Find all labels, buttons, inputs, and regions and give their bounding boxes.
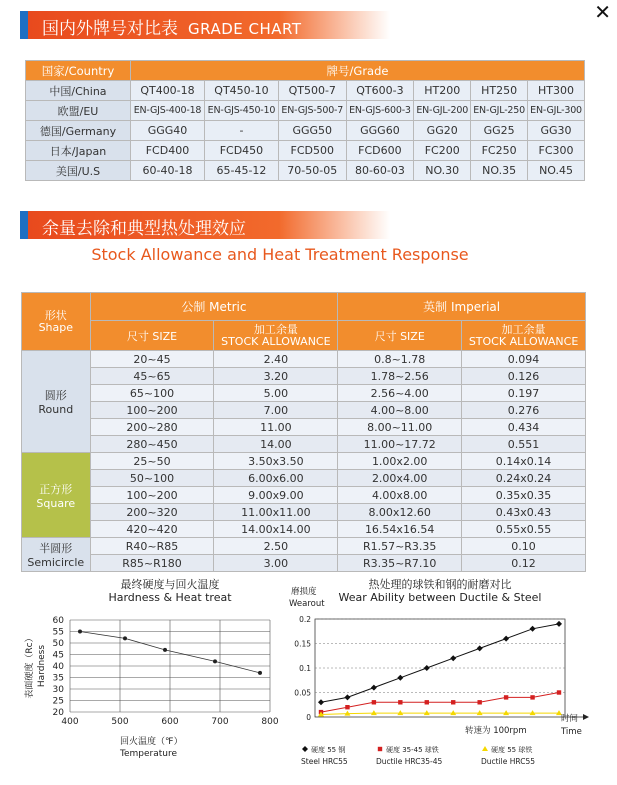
value-cell: 8.00x12.60 — [338, 504, 462, 521]
arrow-head-icon — [583, 714, 589, 720]
grade-cell: EN-GJL-200 — [414, 101, 471, 121]
value-cell: 0.10 — [462, 538, 586, 555]
country-cell: 欧盟/EU — [26, 101, 131, 121]
value-cell: 0.126 — [462, 368, 586, 385]
grade-cell: FCD500 — [278, 141, 346, 161]
stock-allowance-subtitle: Stock Allowance and Heat Treatment Response — [91, 245, 469, 264]
grade-cell: 60-40-18 — [131, 161, 205, 181]
x-axis-label-en: Time — [561, 727, 582, 737]
grade-cell: QT500-7 — [278, 81, 346, 101]
value-cell: 4.00~8.00 — [338, 402, 462, 419]
grade-cell: GGG50 — [278, 121, 346, 141]
grade-cell: FC200 — [414, 141, 471, 161]
shape-header-line: 形状 — [44, 308, 67, 322]
table-row — [26, 101, 585, 121]
subheader-row — [22, 321, 586, 351]
table-row — [22, 385, 586, 402]
data-point — [556, 621, 562, 627]
series-line — [321, 713, 559, 714]
x-tick-label: 800 — [261, 717, 279, 727]
stock-allowance-heading — [20, 211, 390, 239]
table-row — [22, 368, 586, 385]
value-cell: 420~420 — [90, 521, 214, 538]
value-cell: 0.12 — [462, 555, 586, 572]
grade-chart-heading — [20, 11, 390, 39]
y-tick-label: 0 — [306, 713, 311, 722]
table-row — [22, 419, 586, 436]
value-cell: 14.00 — [214, 436, 338, 453]
metric-header: 公制 Metric — [90, 293, 338, 321]
chart-title-cn: 热处理的球铁和钢的耐磨对比 — [368, 578, 512, 591]
value-cell: 25~50 — [90, 453, 214, 470]
data-point — [163, 648, 167, 652]
chart-title-en: Hardness & Heat treat — [108, 591, 232, 604]
value-cell: 65~100 — [90, 385, 214, 402]
y-axis-label-en: Hardness — [37, 644, 47, 688]
table-row — [22, 436, 586, 453]
table-row — [22, 538, 586, 555]
grade-cell: QT600-3 — [346, 81, 414, 101]
value-cell: 8.00~11.00 — [338, 419, 462, 436]
header-grade: 牌号/Grade — [131, 61, 585, 81]
value-cell: 50~100 — [90, 470, 214, 487]
shape-label: Semicircle — [27, 556, 85, 569]
data-point — [424, 665, 430, 671]
value-cell: 0.551 — [462, 436, 586, 453]
x-tick-label: 400 — [61, 717, 79, 727]
allowance-header-line: 加工余量 — [501, 322, 546, 336]
data-point — [398, 700, 402, 704]
value-cell: 0.8~1.78 — [338, 351, 462, 368]
heading-cn: 国内外牌号对比表 — [42, 19, 178, 39]
data-point — [318, 699, 324, 705]
shape-label: Round — [38, 403, 74, 416]
size-header: 尺寸 SIZE — [338, 321, 462, 351]
table-row — [22, 521, 586, 538]
y-tick-label: 55 — [52, 627, 64, 638]
value-cell: 0.43x0.43 — [462, 504, 586, 521]
shape-header-line: Shape — [38, 320, 74, 334]
country-cell: 德国/Germany — [26, 121, 131, 141]
allowance-header-line: 加工余量 — [253, 322, 298, 336]
y-axis-label-cn: 表面硬度（Rc） — [25, 633, 35, 699]
value-cell: 100~200 — [90, 402, 214, 419]
value-cell: 3.00 — [214, 555, 338, 572]
legend-label-cn: 硬度 55 球铁 — [491, 746, 533, 754]
table-row — [26, 81, 585, 101]
shape-cell — [22, 351, 91, 453]
value-cell: 200~280 — [90, 419, 214, 436]
table-row — [22, 402, 586, 419]
imperial-header: 英制 Imperial — [338, 293, 586, 321]
grade-cell: EN-GJL-250 — [471, 101, 528, 121]
y-axis-label-en: Wearout — [289, 599, 325, 609]
y-tick-label: 0.1 — [299, 664, 311, 673]
grade-cell: EN-GJS-600-3 — [346, 101, 414, 121]
grade-cell: 65-45-12 — [204, 161, 278, 181]
legend-marker — [482, 746, 488, 751]
x-axis-label-cn: 时间 — [561, 714, 579, 724]
allowance-header — [462, 321, 586, 351]
legend-marker — [378, 747, 382, 751]
grade-table — [25, 60, 585, 181]
grade-cell: EN-GJS-500-7 — [278, 101, 346, 121]
country-cell: 美国/U.S — [26, 161, 131, 181]
grade-cell: FC250 — [471, 141, 528, 161]
heading-cn: 余量去除和典型热处理效应 — [42, 219, 246, 239]
shape-label: 圆形 — [44, 389, 67, 402]
data-point — [451, 700, 455, 704]
legend-marker — [302, 746, 308, 752]
grade-cell: NO.35 — [471, 161, 528, 181]
legend-label-en: Ductile HRC35-45 — [376, 757, 443, 766]
grade-cell: FCD600 — [346, 141, 414, 161]
y-tick-label: 25 — [52, 696, 64, 707]
data-point — [345, 705, 349, 709]
x-tick-label: 500 — [111, 717, 129, 727]
value-cell: 2.50 — [214, 538, 338, 555]
data-point — [450, 655, 456, 661]
grade-cell: EN-GJS-400-18 — [131, 101, 205, 121]
y-tick-label: 20 — [52, 708, 64, 718]
value-cell: 2.40 — [214, 351, 338, 368]
data-point — [503, 636, 509, 642]
y-tick-label: 0.15 — [294, 639, 311, 649]
shape-label: Square — [36, 496, 76, 510]
wear-chart — [285, 586, 605, 771]
value-cell: 0.434 — [462, 419, 586, 436]
value-cell: 20~45 — [90, 351, 214, 368]
data-point — [397, 675, 403, 681]
table-row — [22, 555, 586, 572]
y-tick-label: 45 — [52, 650, 64, 661]
grade-header-row — [26, 61, 585, 81]
data-point — [477, 645, 483, 651]
country-cell: 日本/Japan — [26, 141, 131, 161]
x-tick-label: 600 — [161, 717, 179, 727]
value-cell: R85~R180 — [90, 555, 214, 572]
allowance-header — [214, 321, 338, 351]
country-cell: 中国/China — [26, 81, 131, 101]
value-cell: 0.55x0.55 — [462, 521, 586, 538]
value-cell: 6.00x6.00 — [214, 470, 338, 487]
value-cell: 5.00 — [214, 385, 338, 402]
data-point — [530, 695, 534, 699]
header-country: 国家/Country — [26, 61, 131, 81]
value-cell: 45~65 — [90, 368, 214, 385]
grade-cell: GGG40 — [131, 121, 205, 141]
value-cell: 0.197 — [462, 385, 586, 402]
heading-accent-bar — [20, 11, 28, 39]
value-cell: 14.00x14.00 — [214, 521, 338, 538]
value-cell: 0.35x0.35 — [462, 487, 586, 504]
data-point — [258, 671, 262, 675]
grade-cell: HT300 — [528, 81, 585, 101]
grade-cell: GGG60 — [346, 121, 414, 141]
value-cell: 100~200 — [90, 487, 214, 504]
grade-cell: EN-GJS-450-10 — [204, 101, 278, 121]
grade-cell: NO.30 — [414, 161, 471, 181]
shape-label: 正方形 — [39, 482, 73, 496]
grade-cell: - — [204, 121, 278, 141]
chart-title-en: Wear Ability between Ductile & Steel — [338, 591, 542, 604]
chart-title-cn: 最终硬度与回火温度 — [120, 578, 220, 591]
value-cell: 4.00x8.00 — [338, 487, 462, 504]
table-row — [22, 351, 586, 368]
close-icon[interactable]: ✕ — [594, 0, 611, 24]
y-tick-label: 60 — [52, 616, 64, 626]
data-point — [372, 700, 376, 704]
legend-label-cn: 硬度 35-45 球铁 — [386, 746, 439, 754]
grade-cell: 70-50-05 — [278, 161, 346, 181]
y-tick-label: 0.2 — [299, 615, 311, 624]
grade-cell: FCD450 — [204, 141, 278, 161]
y-tick-label: 40 — [52, 662, 64, 672]
grade-cell: GG30 — [528, 121, 585, 141]
grade-cell: GG20 — [414, 121, 471, 141]
value-cell: 16.54x16.54 — [338, 521, 462, 538]
data-point — [504, 695, 508, 699]
value-cell: 200~320 — [90, 504, 214, 521]
table-row — [22, 453, 586, 470]
value-cell: 0.094 — [462, 351, 586, 368]
x-axis-label-cn: 回火温度（℉） — [120, 737, 183, 747]
hardness-chart — [20, 612, 280, 767]
value-cell: R40~R85 — [90, 538, 214, 555]
value-cell: R3.35~R7.10 — [338, 555, 462, 572]
legend-label-en: Steel HRC55 — [301, 757, 348, 766]
value-cell: 2.00x4.00 — [338, 470, 462, 487]
data-point — [344, 694, 350, 700]
value-cell: 0.276 — [462, 402, 586, 419]
grade-cell: 80-60-03 — [346, 161, 414, 181]
grade-cell: EN-GJL-300 — [528, 101, 585, 121]
y-tick-label: 50 — [52, 639, 64, 649]
data-point — [371, 710, 377, 715]
x-tick-label: 700 — [211, 717, 229, 727]
value-cell: R1.57~R3.35 — [338, 538, 462, 555]
y-tick-label: 35 — [52, 673, 64, 684]
grade-cell: NO.45 — [528, 161, 585, 181]
grade-cell: HT200 — [414, 81, 471, 101]
value-cell: 280~450 — [90, 436, 214, 453]
header-row — [22, 293, 586, 321]
grade-cell: FCD400 — [131, 141, 205, 161]
shape-header — [22, 293, 91, 351]
data-point — [530, 626, 536, 632]
grade-cell: QT400-18 — [131, 81, 205, 101]
legend-label-cn: 硬度 55 钢 — [311, 746, 346, 754]
data-point — [557, 690, 561, 694]
table-row — [26, 121, 585, 141]
value-cell: 1.78~2.56 — [338, 368, 462, 385]
speed-note: 转速为 100rpm — [465, 726, 527, 736]
value-cell: 2.56~4.00 — [338, 385, 462, 402]
shape-cell — [22, 538, 91, 572]
table-row — [26, 161, 585, 181]
data-point — [425, 700, 429, 704]
data-point — [477, 700, 481, 704]
legend-label-en: Ductile HRC55 — [481, 757, 536, 766]
table-row — [22, 487, 586, 504]
grade-cell: FC300 — [528, 141, 585, 161]
value-cell: 0.24x0.24 — [462, 470, 586, 487]
value-cell: 11.00~17.72 — [338, 436, 462, 453]
y-tick-label: 30 — [52, 685, 64, 695]
y-axis-label-cn: 磨损度 — [291, 587, 317, 597]
hardness-chart-title — [60, 578, 280, 604]
heading-en: GRADE CHART — [188, 20, 302, 38]
value-cell: 0.14x0.14 — [462, 453, 586, 470]
allowance-header-line: STOCK ALLOWANCE — [221, 334, 331, 348]
value-cell: 3.50x3.50 — [214, 453, 338, 470]
value-cell: 3.20 — [214, 368, 338, 385]
data-point — [371, 685, 377, 691]
series-line — [321, 624, 559, 702]
value-cell: 1.00x2.00 — [338, 453, 462, 470]
x-axis-label-en: Temperature — [120, 749, 178, 759]
value-cell: 7.00 — [214, 402, 338, 419]
y-tick-label: 0.05 — [294, 688, 311, 698]
shape-label: 半圆形 — [39, 542, 73, 555]
series-line — [321, 693, 559, 713]
grade-cell: QT450-10 — [204, 81, 278, 101]
table-row — [22, 470, 586, 487]
value-cell: 11.00x11.00 — [214, 504, 338, 521]
data-point — [123, 636, 127, 640]
allowance-header-line: STOCK ALLOWANCE — [468, 334, 579, 348]
data-point — [78, 630, 82, 634]
value-cell: 11.00 — [214, 419, 338, 436]
stock-allowance-table — [21, 292, 586, 572]
table-row — [26, 141, 585, 161]
heading-accent-bar — [20, 211, 28, 239]
data-point — [213, 659, 217, 663]
table-row — [22, 504, 586, 521]
shape-cell — [22, 453, 91, 538]
size-header: 尺寸 SIZE — [90, 321, 214, 351]
grade-cell: HT250 — [471, 81, 528, 101]
grade-cell: GG25 — [471, 121, 528, 141]
value-cell: 9.00x9.00 — [214, 487, 338, 504]
